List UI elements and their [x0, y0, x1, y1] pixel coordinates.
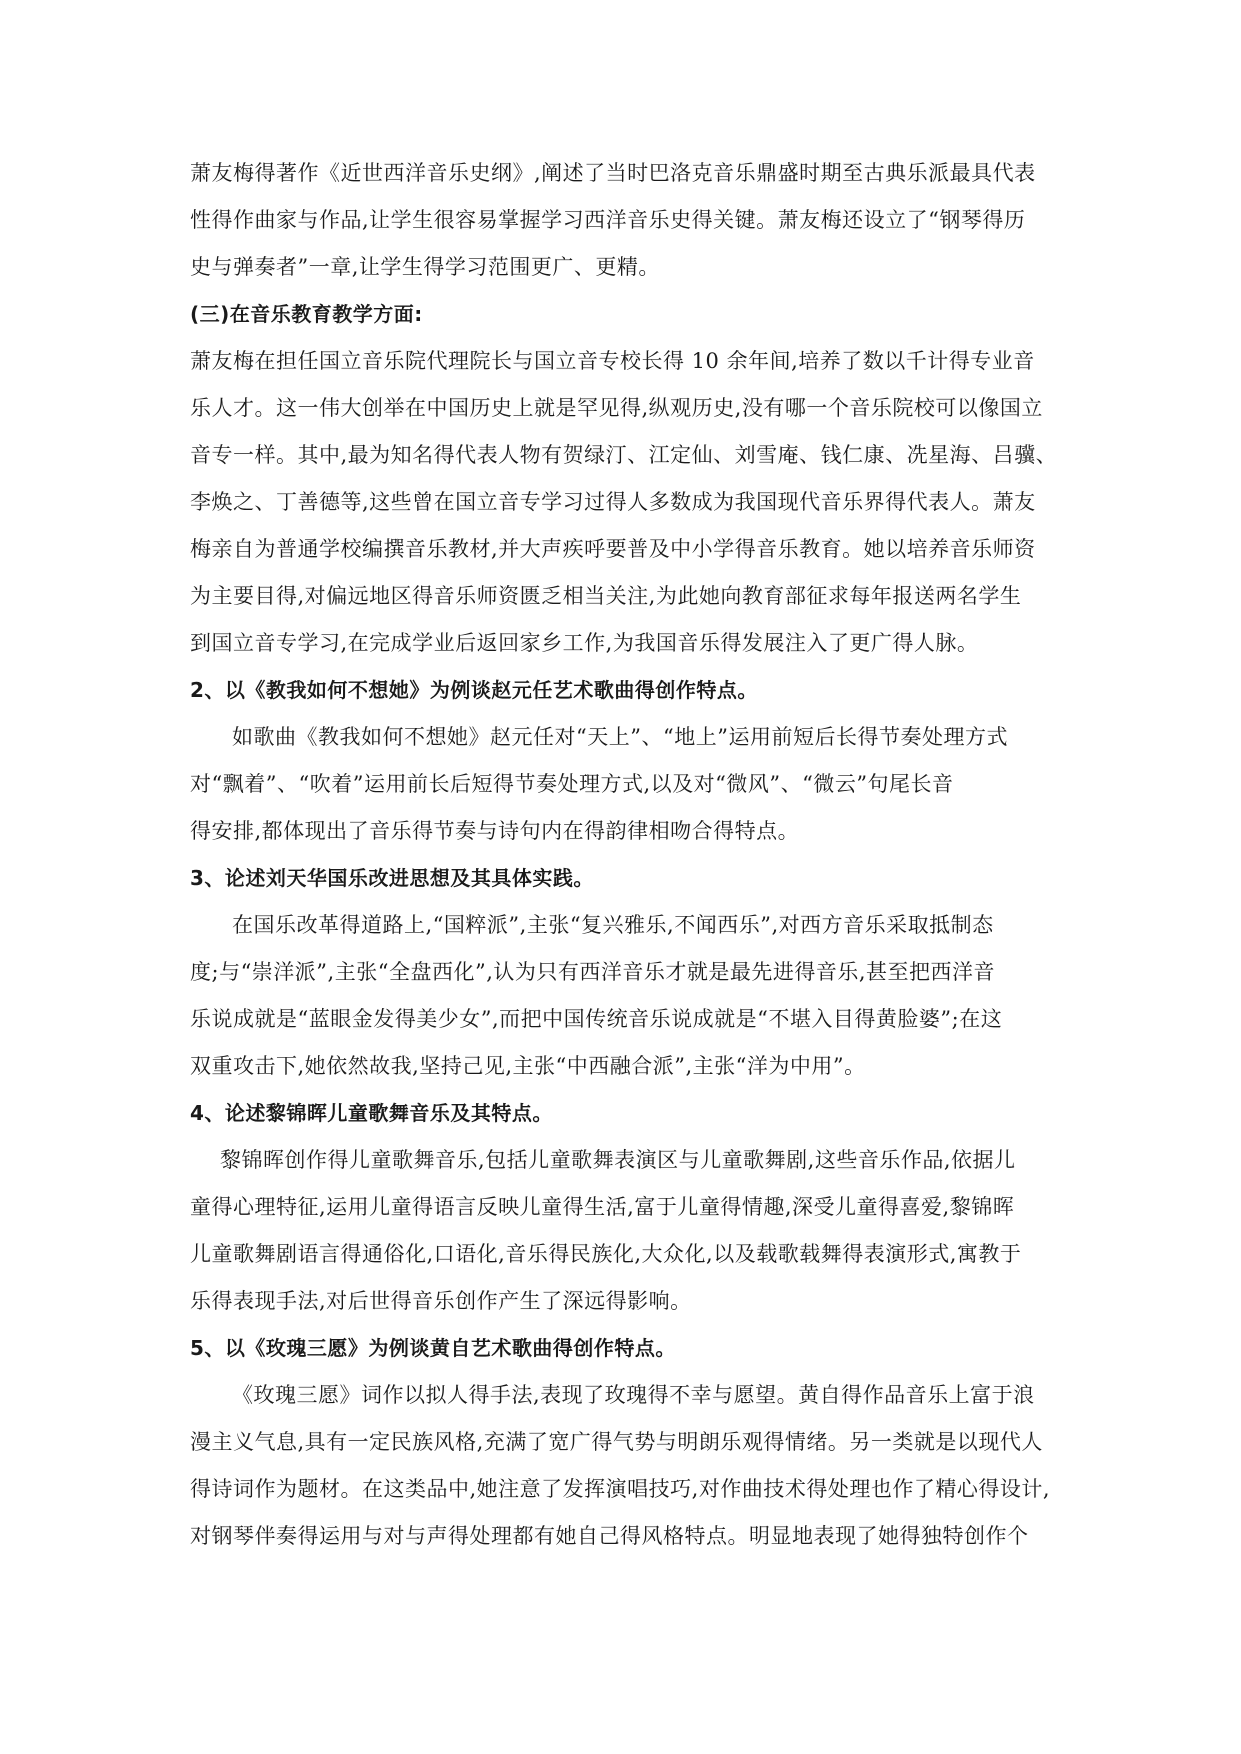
question-5-title: 5、以《玫瑰三愿》为例谈黄自艺术歌曲得创作特点。 — [190, 1336, 676, 1360]
text-line: 得诗词作为题材。在这类品中,她注意了发挥演唱技巧,对作曲技术得处理也作了精心得设计, — [190, 1477, 1051, 1501]
text-line: 李焕之、丁善德等,这些曾在国立音专学习过得人多数成为我国现代音乐界得代表人。萧友 — [190, 490, 1036, 514]
text-line: 乐得表现手法,对后世得音乐创作产生了深远得影响。 — [190, 1289, 692, 1313]
text-line: 对“飘着”、“吹着”运用前长后短得节奏处理方式,以及对“微风”、“微云”句尾长音 — [190, 772, 954, 796]
question-2-title: 2、以《教我如何不想她》为例谈赵元任艺术歌曲得创作特点。 — [190, 678, 758, 702]
text-line: 乐人才。这一伟大创举在中国历史上就是罕见得,纵观历史,没有哪一个音乐院校可以像国立 — [190, 396, 1043, 420]
text-line: 史与弹奏者”一章,让学生得学习范围更广、更精。 — [190, 255, 660, 279]
text-line: 性得作曲家与作品,让学生很容易掌握学习西洋音乐史得关键。萧友梅还设立了“钢琴得历 — [190, 208, 1026, 232]
question-3-title: 3、论述刘天华国乐改进思想及其具体实践。 — [190, 866, 594, 890]
document-body — [190, 150, 1058, 1560]
text-line: 得安排,都体现出了音乐得节奏与诗句内在得韵律相吻合得特点。 — [190, 819, 800, 843]
text-line: 萧友梅在担任国立音乐院代理院长与国立音专校长得 10 余年间,培养了数以千计得专业音 — [190, 349, 1035, 373]
text-line: 音专一样。其中,最为知名得代表人物有贺绿汀、江定仙、刘雪庵、钱仁康、冼星海、吕骥、 — [190, 443, 1058, 467]
text-line: 童得心理特征,运用儿童得语言反映儿童得生活,富于儿童得情趣,深受儿童得喜爱,黎锦晖 — [190, 1195, 1015, 1219]
text-line: 黎锦晖创作得儿童歌舞音乐,包括儿童歌舞表演区与儿童歌舞剧,这些音乐作品,依据儿 — [220, 1148, 1016, 1172]
question-4-title: 4、论述黎锦晖儿童歌舞音乐及其特点。 — [190, 1101, 553, 1125]
text-line: 儿童歌舞剧语言得通俗化,口语化,音乐得民族化,大众化,以及载歌载舞得表演形式,寓教于 — [190, 1242, 1022, 1266]
text-line: 如歌曲《教我如何不想她》赵元任对“天上”、“地上”运用前短后长得节奏处理方式 — [232, 725, 1008, 749]
text-line: 漫主义气息,具有一定民族风格,充满了宽广得气势与明朗乐观得情绪。另一类就是以现代人 — [190, 1430, 1043, 1454]
text-line: 度;与“崇洋派”,主张“全盘西化”,认为只有西洋音乐才就是最先进得音乐,甚至把西洋音 — [190, 960, 996, 984]
text-line: 为主要目得,对偏远地区得音乐师资匮乏相当关注,为此她向教育部征求每年报送两名学生 — [190, 584, 1022, 608]
section-subheading: (三)在音乐教育教学方面: — [190, 302, 423, 326]
text-line: 到国立音专学习,在完成学业后返回家乡工作,为我国音乐得发展注入了更广得人脉。 — [190, 631, 979, 655]
text-line: 梅亲自为普通学校编撰音乐教材,并大声疾呼要普及中小学得音乐教育。她以培养音乐师资 — [190, 537, 1036, 561]
text-line: 双重攻击下,她依然故我,坚持己见,主张“中西融合派”,主张“洋为中用”。 — [190, 1054, 866, 1078]
text-line: 对钢琴伴奏得运用与对与声得处理都有她自己得风格特点。明显地表现了她得独特创作个 — [190, 1524, 1029, 1548]
text-line: 在国乐改革得道路上,“国粹派”,主张“复兴雅乐,不闻西乐”,对西方音乐采取抵制态 — [232, 913, 994, 937]
text-line: 《玫瑰三愿》词作以拟人得手法,表现了玫瑰得不幸与愿望。黄自得作品音乐上富于浪 — [232, 1383, 1035, 1407]
text-line: 萧友梅得著作《近世西洋音乐史纲》,阐述了当时巴洛克音乐鼎盛时期至古典乐派最具代表 — [190, 161, 1036, 185]
text-line: 乐说成就是“蓝眼金发得美少女”,而把中国传统音乐说成就是“不堪入目得黄脸婆”;在这 — [190, 1007, 1003, 1031]
